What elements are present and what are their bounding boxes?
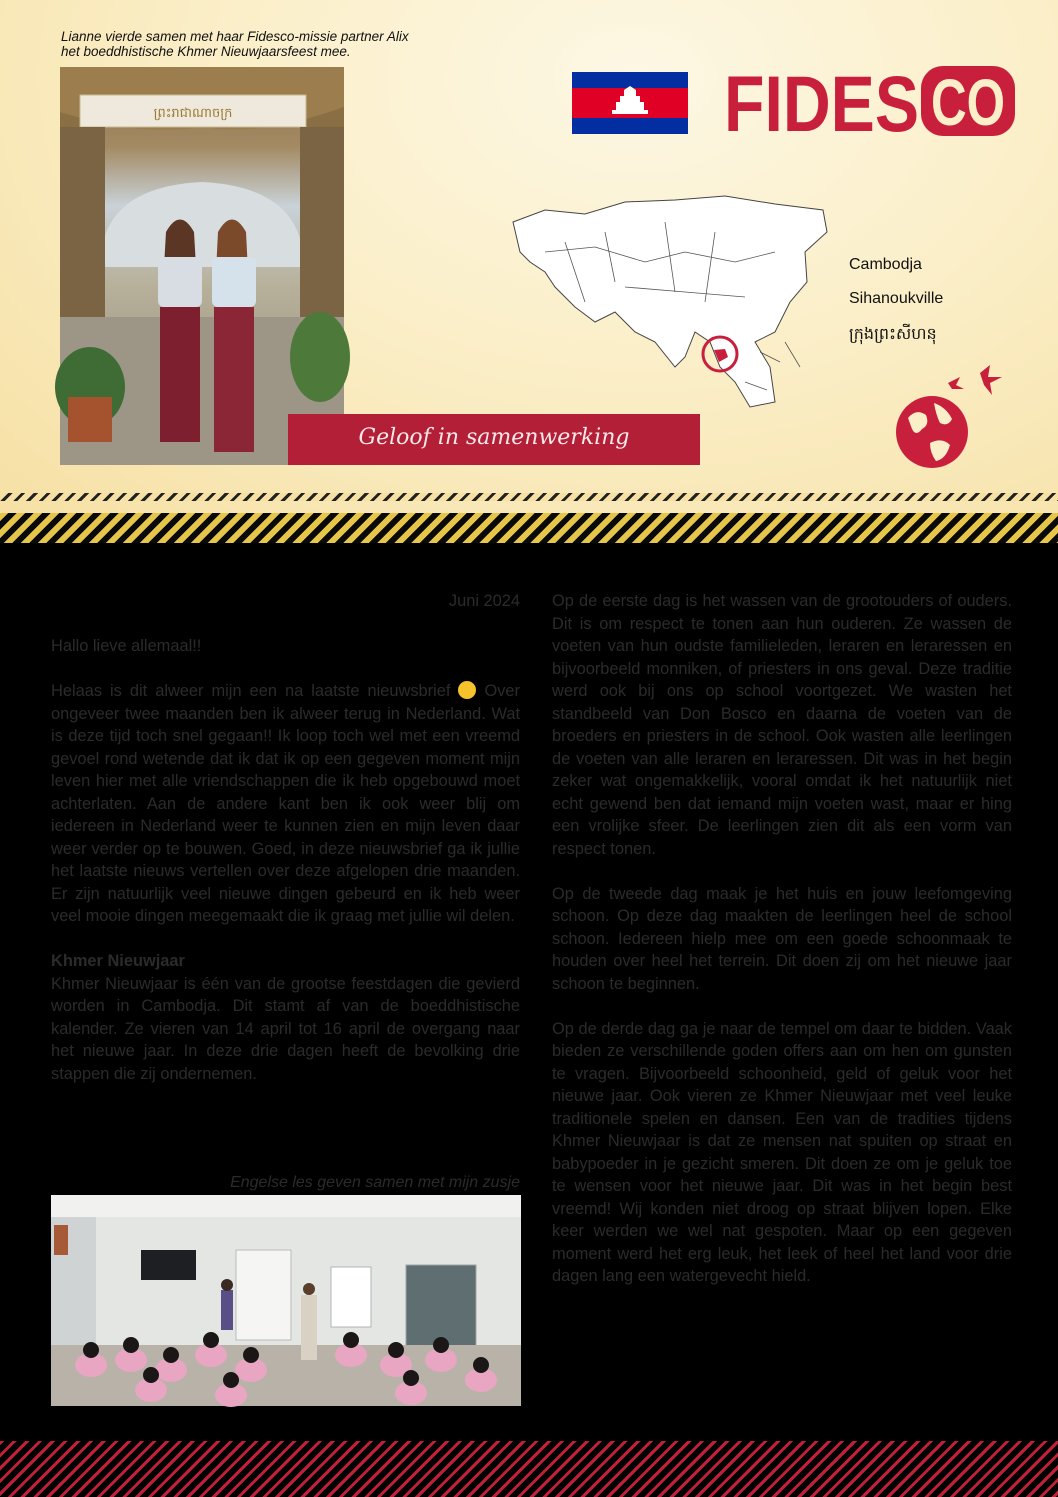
location-city: Sihanoukville bbox=[849, 290, 944, 307]
letter-right-column bbox=[552, 590, 1012, 1288]
asia-map-icon bbox=[505, 192, 835, 417]
location-country: Cambodja bbox=[849, 256, 922, 273]
decorative-stripe-yellow bbox=[0, 513, 1058, 543]
right-paragraph-3: Op de derde dag ga je naar de tempel om daar te bidden. Vaak bieden ze verschillende goden offers aan om hen om gunsten te vragen. Bijvoorbeeld schoonheid, geld of geluk voor het nieuwe jaar. Ook vieren ze Khmer Nieuwjaar met veel leuke traditionele spelen en dansen. Een van de tradities tijdens Khmer Nieuwjaar is dat ze mensen nat spuiten op straat en babypoeder in je gezicht smeren. Dit doen ze om je geluk toe te wensen voor het nieuwe jaar. Dit was in het begin best vreemd! Wij konden niet droog op straat blijven lopen. Elke keer werden we wel nat gespoten. Maar op een gegeven moment werd het erg leuk, het leek of heel het land voor drie dagen lang een watergevecht hield. bbox=[552, 1019, 1012, 1285]
section-title: Khmer Nieuwjaar bbox=[51, 952, 185, 970]
letter-greeting: Hallo lieve allemaal!! bbox=[51, 637, 202, 655]
letter-intro-first: Helaas is dit alweer mijn een na laatste nieuwsbrief bbox=[51, 682, 451, 700]
logo-text-main: FIDES bbox=[724, 59, 919, 148]
letter-left-column bbox=[51, 590, 520, 1085]
birds-icon bbox=[948, 365, 1002, 395]
photo-classroom bbox=[51, 1195, 521, 1406]
decorative-stripe-top bbox=[0, 493, 1058, 501]
location-city-khmer: ក្រុងព្រះសីហនុ bbox=[849, 326, 937, 343]
logo-text-co: CO bbox=[931, 65, 1005, 139]
letter-date: Juni 2024 bbox=[448, 592, 520, 610]
letter-intro bbox=[51, 680, 520, 928]
svg-text:ព្រះរាជាណាចក្រ: ព្រះរាជាណាចក្រ bbox=[153, 106, 233, 121]
photo-two-women bbox=[60, 67, 344, 465]
letter-intro-rest: Over ongeveer twee maanden ben ik alweer terug in Nederland. Wat is deze tijd toch snel gegaan!! Ik loop toch wel met een vreemd gevoel rond wetende dat ik dat ik op een gegeven moment mijn leven hier met alle vriendschappen die ik heb opgebouwd moet achterlaten. Aan de andere kant ben ik ook weer blij om iedereen in Nederland weer te kunnen zien en mijn leven daar weer verder op te bouwen. Goed, in deze nieuwsbrief ga ik jullie het laatste nieuws vertellen over deze afgelopen drie maanden. Er zijn natuurlijk veel nieuwe dingen gebeurd en ik heb weer veel mooie dingen meegemaakt die ik graag met jullie wil delen. bbox=[51, 682, 521, 925]
photo-caption-classroom: Engelse les geven samen met mijn zusje bbox=[230, 1174, 520, 1191]
section-text: Khmer Nieuwjaar is één van de grootse feestdagen die gevierd worden in Cambodja. Dit stamt af van de boeddhistische kalender. Ze vieren van 14 april tot 16 april de overgang naar het nieuwe jaar. In deze drie dagen heeft de bevolking drie stappen die zij ondernemen. bbox=[51, 974, 520, 1083]
fidesco-logo bbox=[724, 59, 1016, 148]
globe-icon bbox=[890, 363, 1020, 469]
tagline-text: Geloof in samenwerking bbox=[358, 425, 630, 450]
decorative-stripe-bottom bbox=[0, 1441, 1058, 1497]
right-paragraph-1: Op de eerste dag is het wassen van de grootouders of ouders. Dit is om respect te tonen aan hun ouderen. Ze wassen de voeten van hun oudste familieleden, leraren en leraressen en bijvoorbeeld monniken, of priesters in ons geval. Deze traditie werd ook bij ons op school voortgezet. We wasten het standbeeld van Don Bosco en daarna de voeten van de broeders en priesters in de school. Ook wasten alle leerlingen de voeten van alle leraren en leraressen. Dit was in het begin zeker wat ongemakkelijk, vooral omdat ik het natuurlijk niet echt gewend ben dat iemand mijn voeten wast, maar er hing een vrolijke sfeer. De leerlingen zien dit als een vorm van respect tonen. bbox=[552, 592, 1012, 858]
right-paragraph-2: Op de tweede dag maak je het huis en jouw leefomgeving schoon. Op deze dag maakten de leerlingen heel de school schoon. Iedereen hielp mee om een goede schoonmaak te houden over heel het terrein. Dit doen zij om het nieuwe jaar schoon te beginnen. bbox=[552, 884, 1012, 993]
photo-caption-top: Lianne vierde samen met haar Fidesco-missie partner Alix het boeddhistische Khmer Nieuwjaarsfeest mee. bbox=[61, 29, 409, 59]
tagline-banner bbox=[288, 414, 700, 465]
cambodia-flag-icon bbox=[572, 72, 688, 134]
smiley-icon bbox=[458, 681, 476, 699]
